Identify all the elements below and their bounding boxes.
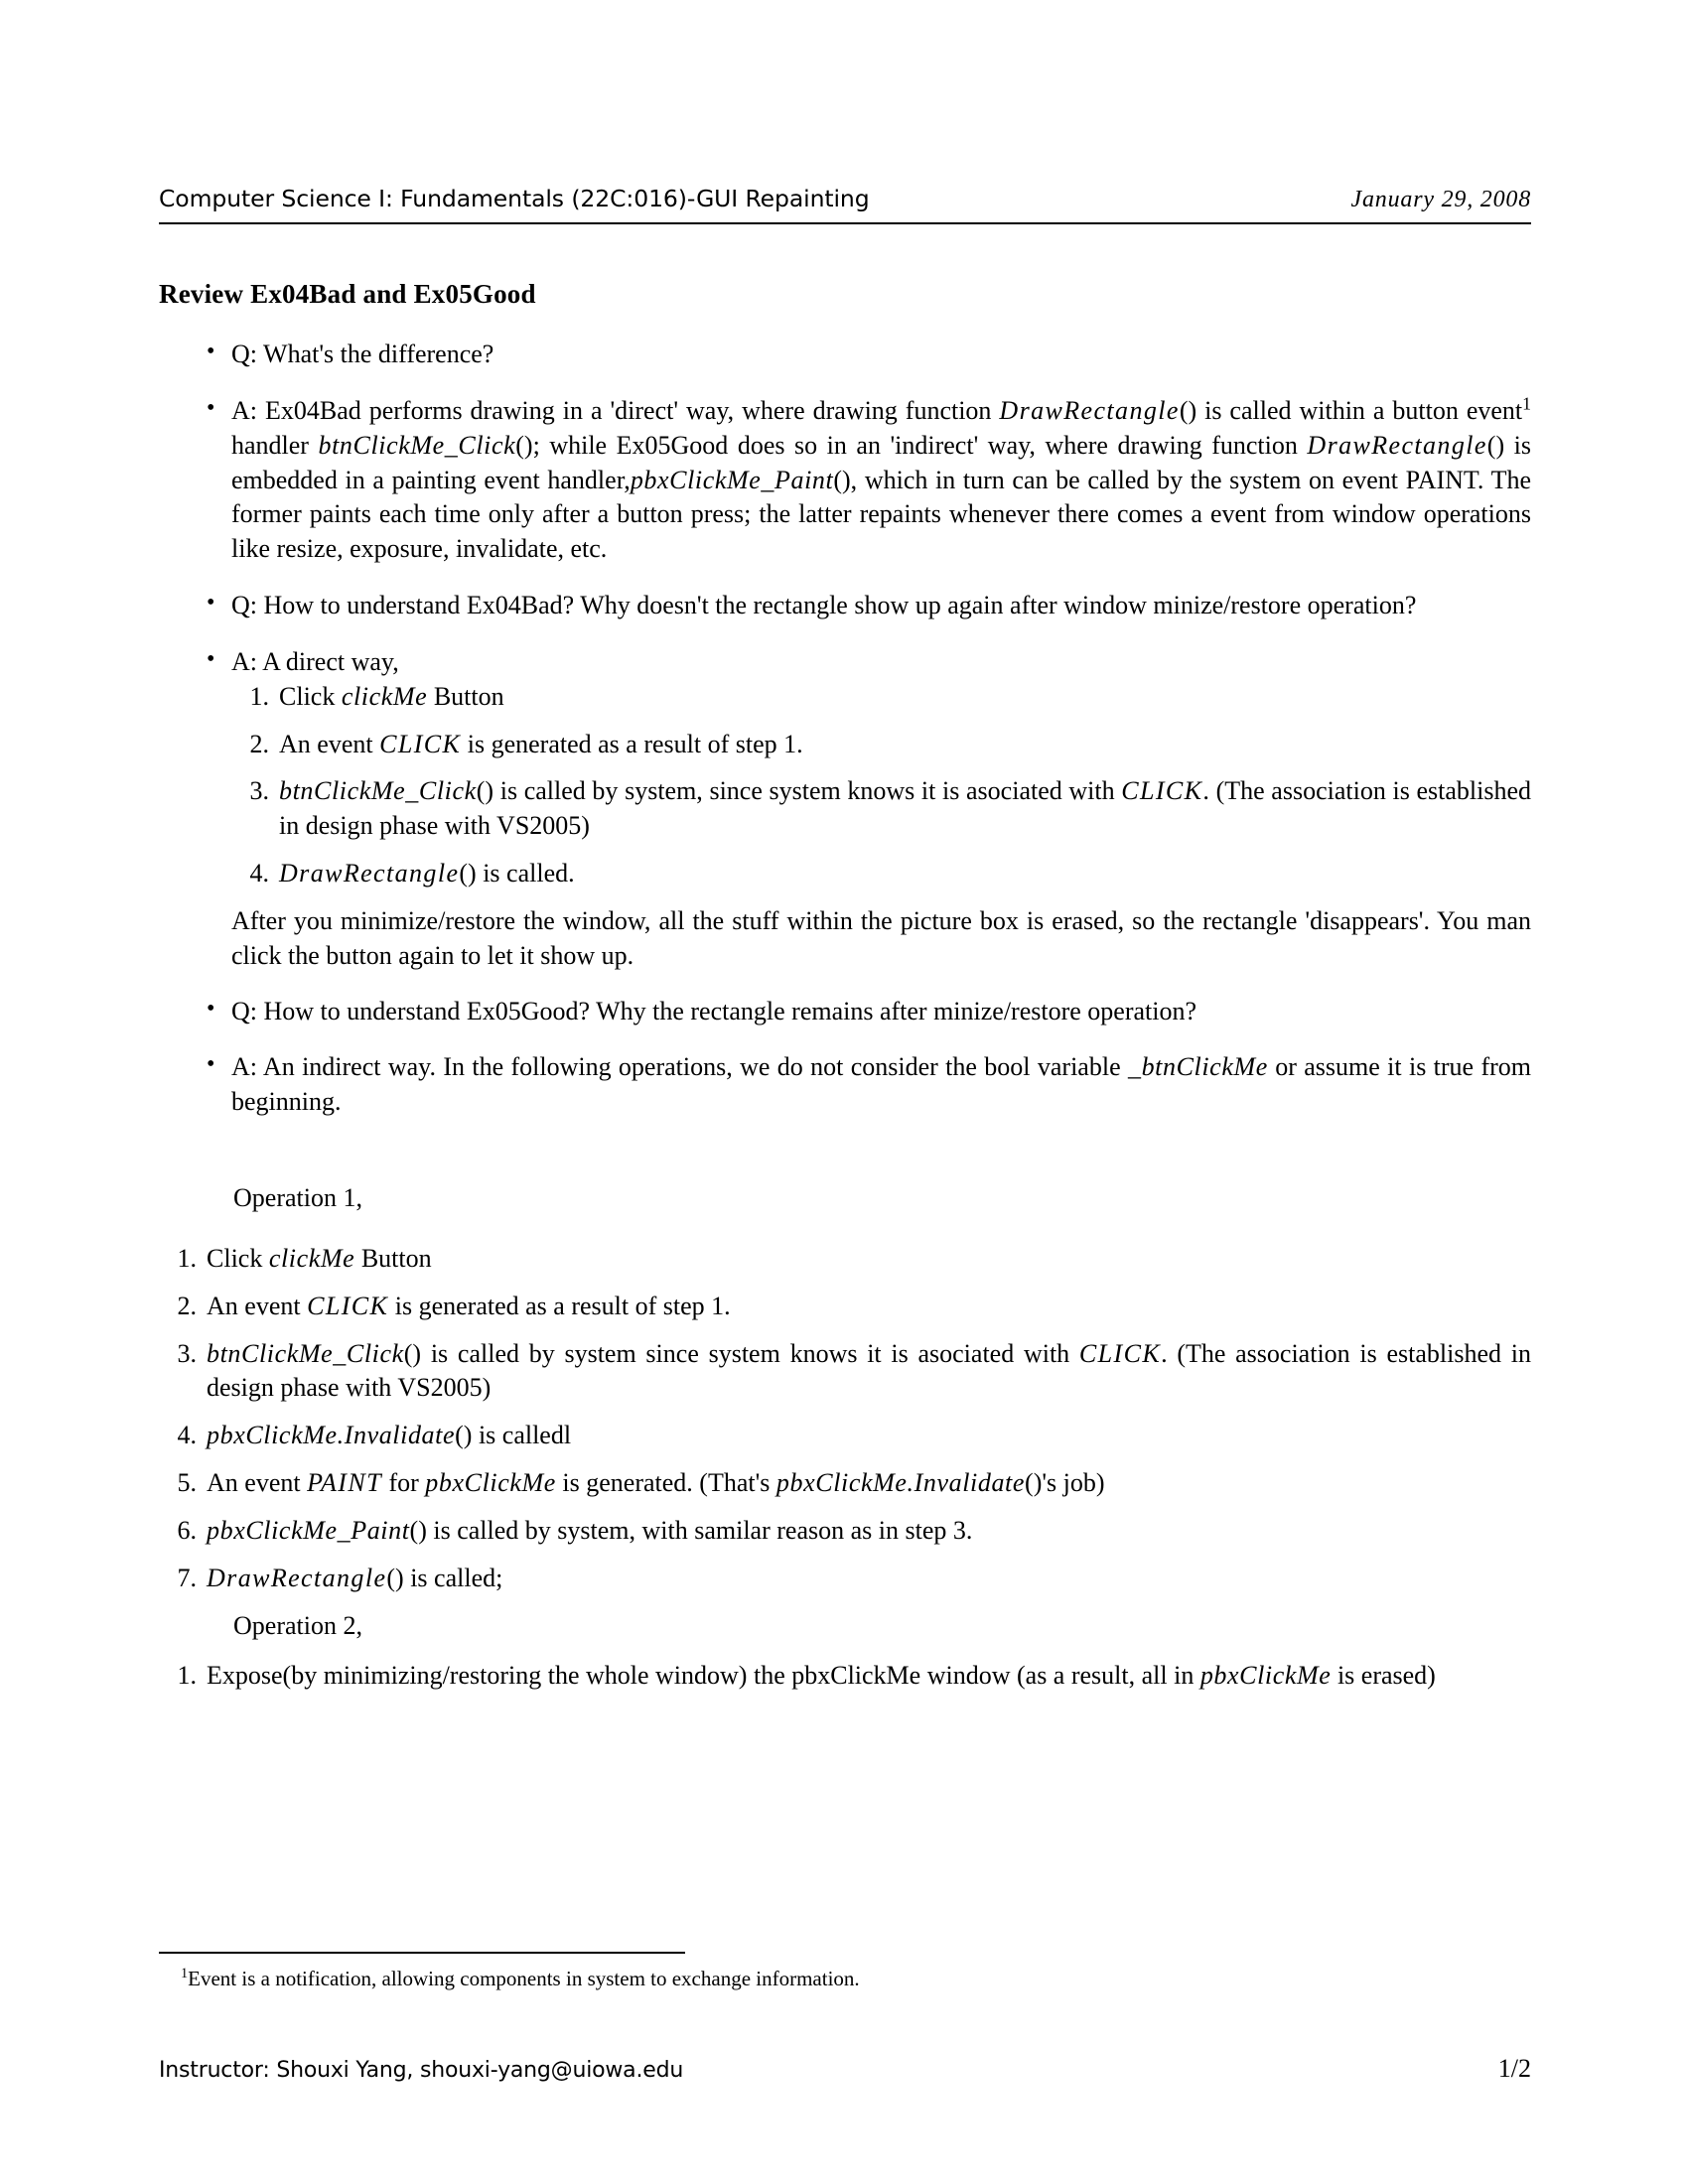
op1-i2-text-2: is generated as a result of step 1. [388,1291,731,1320]
vertical-spacer [159,1216,1531,1242]
document-body [159,276,1531,1706]
list-item [159,1466,1531,1501]
after-list-paragraph: After you minimize/restore the window, all the stuff within the picture box is erased, so the rectangle 'disappears'. You man click the button again to let it show up. [231,905,1531,970]
a1-fn-pbxclickme-paint: pbxClickMe_Paint [630,465,834,494]
footnote-area [159,1952,1531,1992]
a1-fn-drawrectangle: DrawRectangle [999,396,1180,425]
footnote-marker-ref: 1 [1522,393,1532,414]
footnote-number: 1 [181,1966,189,1981]
operation-2-steps [159,1659,1531,1694]
a1-text-1: A: Ex04Bad performs drawing in a 'direct' way, where drawing function [231,396,1000,425]
a1-text-2: () is called within a button event [1179,396,1523,425]
op1-i4-text-1: () is calledl [455,1421,572,1450]
l1-i4-text-1: () is called. [459,859,575,888]
bullet-answer-1 [159,394,1531,567]
op1-i5-obj-pbxclickme: pbxClickMe [425,1468,556,1498]
op1-i5-fn-invalidate: pbxClickMe.Invalidate [775,1468,1026,1498]
op1-i5-text-3: is generated. (That's [555,1468,776,1498]
header-course-title: Computer Science I: Fundamentals (22C:016)-GUI Repainting [159,185,870,212]
operation-1-label: Operation 1, [233,1183,362,1213]
l1-i3-event-click: CLICK [1121,776,1203,806]
a1-fn-drawrectangle-2: DrawRectangle [1307,430,1487,460]
a3-text-1: A: An indirect way. In the following operations, we do not consider the bool variable [231,1052,1128,1082]
op1-i3-text-2: . (The association is established in design phase with VS2005) [207,1338,1531,1403]
l1-i2-event-click: CLICK [379,729,462,758]
footnote-entry [159,1966,1531,1992]
bullet-a2-text: A: A direct way, [231,646,399,676]
list-item [159,1419,1531,1453]
l1-i3-text-1: () is called by system, since system knows it is asociated with [476,776,1122,806]
footnote-body-text: Event is a notification, allowing components in system to exchange information. [188,1967,860,1990]
a1-text-3: handler [231,430,319,460]
op1-i7-text-1: () is called; [386,1563,503,1592]
operation-2-label: Operation 2, [233,1610,362,1640]
l1-i2-text-2: is generated as a result of step 1. [461,729,803,758]
op2-i1-text-2: is erased) [1331,1661,1436,1691]
op1-i1-fn-clickme: clickMe [268,1243,355,1273]
a1-text-6: (), which in turn can be called by the system on event PAINT. The former paints each time only after a button press; the latter repaints whenever there comes a event from window operations like resize, exposure, invalidate, etc. [231,465,1531,564]
bullet-question-3 [159,995,1531,1029]
op1-i3-text-1: () is called by system since system knows it is asociated with [403,1338,1079,1368]
op1-i3-event-click: CLICK [1078,1338,1162,1368]
running-header [159,185,1531,224]
footnote-divider [159,1952,685,1954]
list-item [231,680,1531,715]
bullet-question-2 [159,589,1531,623]
op1-i7-fn-drawrectangle: DrawRectangle [207,1563,387,1592]
list-item [159,1337,1531,1407]
main-bullet-list [159,338,1531,1120]
vertical-spacer [159,1643,1531,1659]
l1-i3-text-2: . (The association is established in design phase with VS2005) [279,776,1531,841]
op1-i2-event-click: CLICK [307,1291,389,1320]
a1-text-4: (); while Ex05Good does so in an 'indirect' way, where drawing function [515,430,1308,460]
list-item [159,1659,1531,1694]
footer-instructor: Instructor: Shouxi Yang, shouxi-yang@uiowa.edu [159,2058,684,2083]
list-item [231,857,1531,891]
a3-var-btnclickme: _btnClickMe [1127,1052,1268,1082]
bullet-answer-3 [159,1050,1531,1120]
l1-i1-text-2: Button [427,681,504,711]
operation-1-steps [159,1242,1531,1596]
bullet-question-1 [159,338,1531,372]
op1-i3-fn-btnclickme-click: btnClickMe_Click [207,1338,404,1368]
l1-i4-fn-drawrectangle: DrawRectangle [279,859,460,888]
bullet-answer-2 [159,645,1531,974]
header-date: January 29, 2008 [1350,187,1531,212]
op2-i1-text-1: Expose(by minimizing/restoring the whole window) the pbxClickMe window (as a result, all in [207,1661,1200,1691]
page-title: Review Ex04Bad and Ex05Good [159,279,536,309]
op1-i5-event-paint: PAINT [307,1468,382,1498]
list-item [159,1290,1531,1324]
a1-text-5: () is embedded in a painting event handler, [231,430,1531,494]
l1-i3-fn-btnclickme-click: btnClickMe_Click [279,776,477,806]
bullet-q3-text: Q: How to understand Ex05Good? Why the rectangle remains after minize/restore operation? [231,996,1197,1025]
l1-i1-text-1: Click [279,681,342,711]
direct-way-steps [231,680,1531,891]
bullet-q1-text: Q: What's the difference? [231,340,494,369]
footer-page-number: 1/2 [1497,2054,1531,2083]
op1-i1-text-2: Button [354,1243,432,1273]
op1-i1-text-1: Click [207,1243,269,1273]
page-footer [159,2054,1531,2084]
bullet-q2-text: Q: How to understand Ex04Bad? Why doesn't the rectangle show up again after window minize/restore operation? [231,591,1417,620]
op1-i5-text-1: An event [207,1468,308,1498]
l1-i1-fn-clickme: clickMe [341,681,428,711]
op1-i6-text-1: () is called by system, with samilar reason as in step 3. [409,1515,973,1545]
list-item [159,1242,1531,1277]
vertical-spacer [159,1142,1531,1181]
op1-i4-fn-invalidate: pbxClickMe.Invalidate [207,1421,456,1450]
list-item [231,774,1531,844]
op1-i2-text-1: An event [207,1291,308,1320]
op1-i6-fn-pbxclickme-paint: pbxClickMe_Paint [207,1515,410,1545]
op1-i5-text-2: for [381,1468,426,1498]
list-item [231,728,1531,762]
a3-text-2: or assume it is true from beginning. [231,1052,1531,1117]
op2-i1-obj-pbxclickme: pbxClickMe [1199,1661,1332,1691]
list-item [159,1562,1531,1596]
l1-i2-text-1: An event [279,729,380,758]
list-item [159,1514,1531,1549]
op1-i5-text-4: ()'s job) [1025,1468,1105,1498]
a1-fn-btnclickme-click: btnClickMe_Click [318,430,516,460]
